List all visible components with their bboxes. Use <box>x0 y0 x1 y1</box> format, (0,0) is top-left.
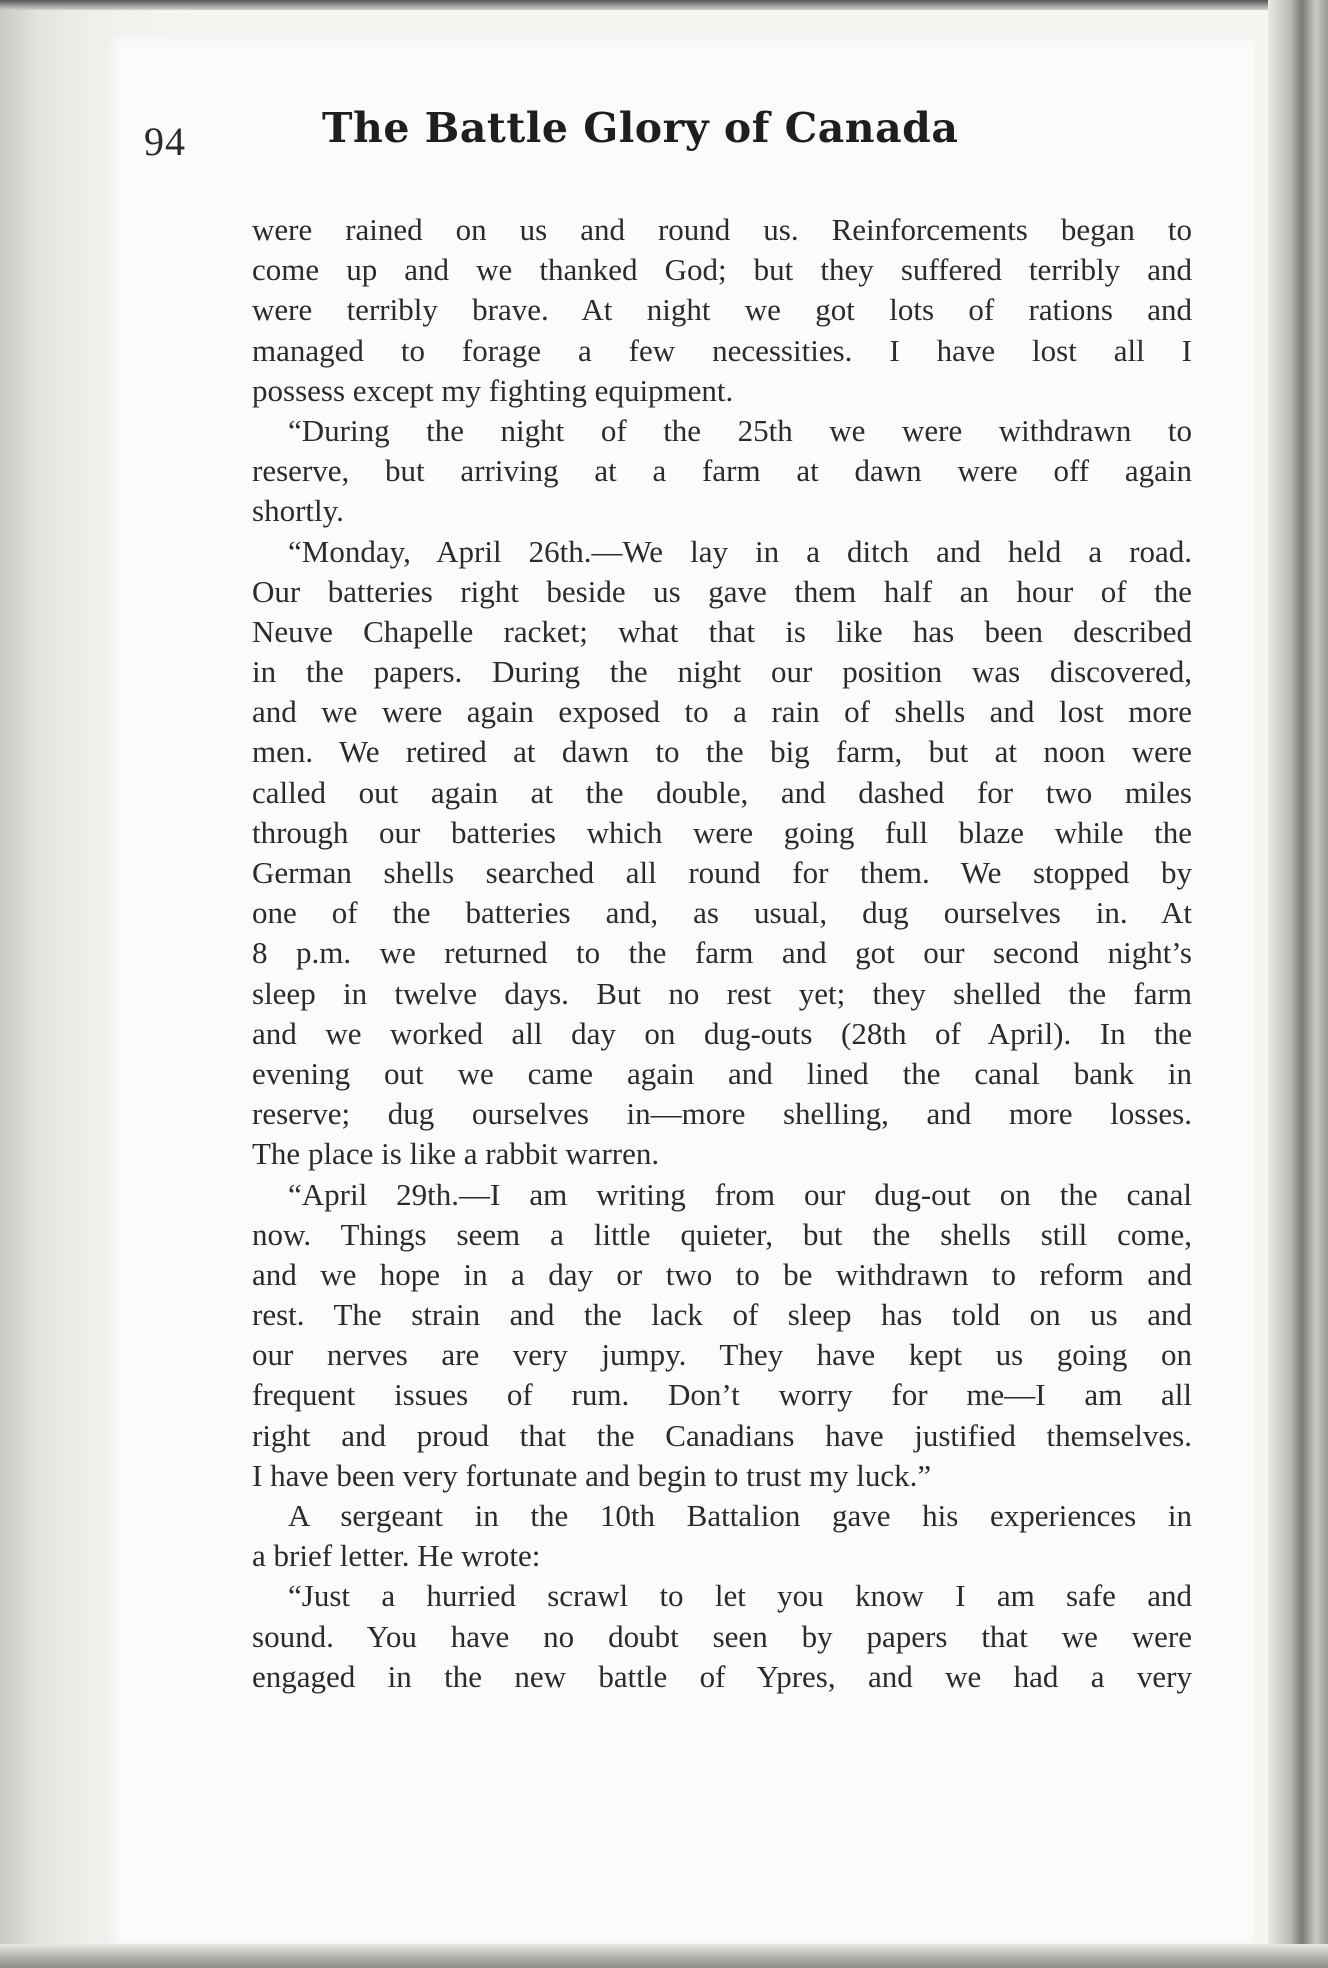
text-line: and we worked all day on dug-outs (28th of April). In the <box>252 1015 1192 1051</box>
text-line: through our batteries which were going full blaze while the <box>252 814 1192 850</box>
text-line: our nerves are very jumpy. They have kept us going on <box>252 1337 1192 1373</box>
text-line: Our batteries right beside us gave them half an hour of the <box>252 573 1192 609</box>
text-line: German shells searched all round for them. We stopped by <box>252 855 1192 890</box>
text-line: “Just a hurried scrawl to let you know I am safe and <box>288 1578 1192 1614</box>
text-line: sleep in twelve days. But no rest yet; they shelled the farm <box>252 975 1192 1011</box>
page-header <box>140 96 1020 176</box>
text-line: “April 29th.—I am writing from our dug-out on the canal <box>288 1176 1192 1212</box>
text-line: come up and we thanked God; but they suffered terribly and <box>252 252 1192 288</box>
text-line: sound. You have no doubt seen by papers that we were <box>252 1618 1192 1654</box>
text-line: rest. The strain and the lack of sleep has told on us and <box>252 1297 1192 1333</box>
text-line: evening out we came again and lined the canal bank in <box>252 1055 1192 1091</box>
text-line: Neuve Chapelle racket; what that is like has been described <box>252 613 1192 649</box>
text-line: one of the batteries and, as usual, dug ourselves in. At <box>252 895 1192 931</box>
text-line: frequent issues of rum. Don’t worry for me—I am all <box>252 1377 1192 1413</box>
scan-bottom-edge <box>0 1944 1328 1968</box>
text-line: right and proud that the Canadians have justified themselves. <box>252 1417 1192 1453</box>
text-line: “During the night of the 25th we were withdrawn to <box>288 412 1192 448</box>
text-line: now. Things seem a little quieter, but the shells still come, <box>252 1216 1192 1252</box>
text-line: and we hope in a day or two to be withdrawn to reform and <box>252 1256 1192 1292</box>
text-line: men. We retired at dawn to the big farm, but at noon were <box>252 734 1192 770</box>
page-number: 94 <box>144 119 186 164</box>
running-title: The Battle Glory of Canada <box>322 104 959 152</box>
scan-top-edge <box>0 0 1328 10</box>
text-line: shortly. <box>252 493 344 529</box>
text-line: were rained on us and round us. Reinforcements began to <box>252 212 1192 247</box>
text-line: The place is like a rabbit warren. <box>252 1136 660 1172</box>
text-line: A sergeant in the 10th Battalion gave his experiences in <box>288 1498 1192 1533</box>
body-text <box>252 210 1192 1697</box>
text-line: “Monday, April 26th.—We lay in a ditch and held a road. <box>288 533 1192 569</box>
text-line: 8 p.m. we returned to the farm and got our second night’s <box>252 935 1192 971</box>
text-line: reserve, but arriving at a farm at dawn were off again <box>252 453 1192 489</box>
text-line: engaged in the new battle of Ypres, and we had a very <box>252 1658 1192 1694</box>
book-page-edges <box>1268 0 1328 1968</box>
text-line: possess except my fighting equipment. <box>252 372 734 408</box>
text-line: managed to forage a few necessities. I have lost all I <box>252 332 1192 368</box>
text-line: were terribly brave. At night we got lots of rations and <box>252 292 1192 328</box>
text-line: I have been very fortunate and begin to trust my luck.” <box>252 1457 932 1493</box>
text-line: and we were again exposed to a rain of shells and lost more <box>252 694 1192 730</box>
text-line: called out again at the double, and dashed for two miles <box>252 774 1192 810</box>
text-line: a brief letter. He wrote: <box>252 1538 541 1574</box>
text-line: in the papers. During the night our position was discovered, <box>252 654 1192 690</box>
text-line: reserve; dug ourselves in—more shelling, and more losses. <box>252 1096 1192 1132</box>
